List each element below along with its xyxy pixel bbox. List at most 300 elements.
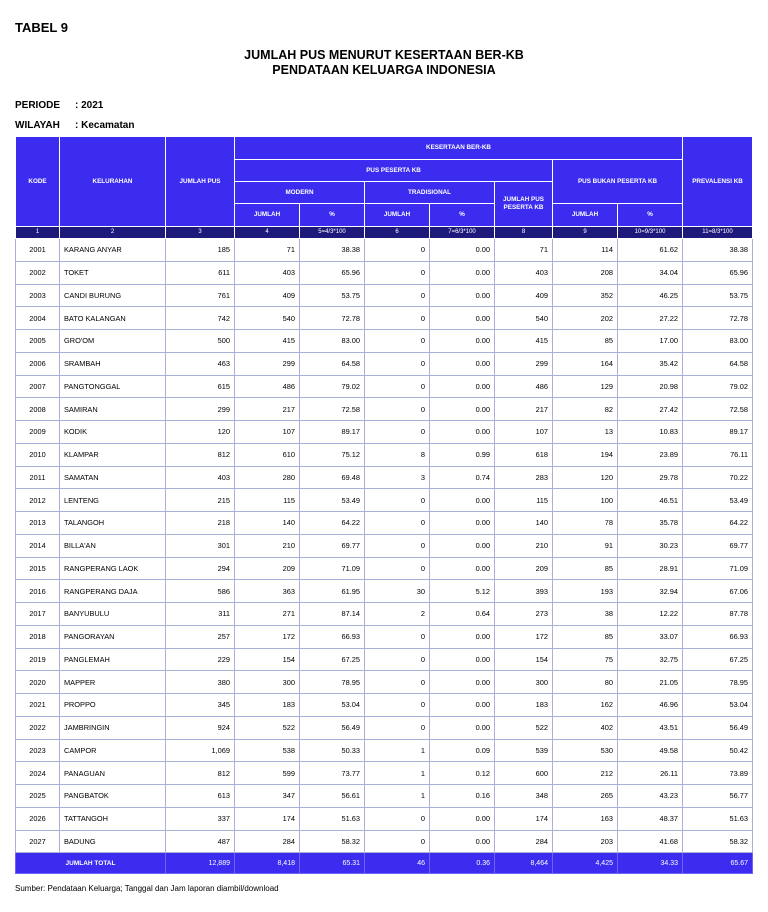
table-cell: 66.93 — [683, 625, 753, 648]
table-cell: 229 — [166, 648, 235, 671]
wilayah-label: WILAYAH — [15, 120, 60, 131]
table-cell: RANGPERANG LAOK — [60, 557, 166, 580]
table-cell: 218 — [166, 512, 235, 535]
table-cell: 34.04 — [618, 261, 683, 284]
header-jumlah-pus-peserta: JUMLAH PUS PESERTA KB — [495, 182, 553, 227]
table-cell: 348 — [495, 785, 553, 808]
table-cell: 0 — [365, 239, 430, 262]
table-row — [16, 375, 753, 398]
table-row — [16, 398, 753, 421]
table-cell: 120 — [553, 466, 618, 489]
table-cell: 91 — [553, 534, 618, 557]
table-cell: 299 — [166, 398, 235, 421]
table-cell: 363 — [235, 580, 300, 603]
table-cell: 67.25 — [683, 648, 753, 671]
total-label: JUMLAH TOTAL — [16, 853, 166, 874]
table-cell: 65.96 — [683, 261, 753, 284]
table-cell: 0 — [365, 716, 430, 739]
table-cell: 210 — [495, 534, 553, 557]
table-cell: 0.00 — [430, 421, 495, 444]
wilayah-line — [15, 120, 134, 131]
table-cell: 0 — [365, 694, 430, 717]
table-cell: 599 — [235, 762, 300, 785]
table-cell: 32.94 — [618, 580, 683, 603]
table-cell: LENTENG — [60, 489, 166, 512]
table-cell: 600 — [495, 762, 553, 785]
table-cell: 0 — [365, 307, 430, 330]
table-row — [16, 762, 753, 785]
table-cell: 217 — [495, 398, 553, 421]
table-cell: 13 — [553, 421, 618, 444]
periode-label: PERIODE — [15, 100, 61, 111]
table-row — [16, 512, 753, 535]
header-pus-peserta: PUS PESERTA KB — [235, 160, 553, 182]
page-title: JUMLAH PUS MENURUT KESERTAAN BER-KB — [244, 48, 524, 62]
table-cell: 2003 — [16, 284, 60, 307]
table-cell: 215 — [166, 489, 235, 512]
table-cell: 273 — [495, 603, 553, 626]
table-cell: 2026 — [16, 807, 60, 830]
column-number: 6 — [365, 227, 430, 239]
table-cell: 257 — [166, 625, 235, 648]
table-cell: 80 — [553, 671, 618, 694]
table-cell: 1 — [365, 785, 430, 808]
header-prevalensi: PREVALENSI KB — [683, 137, 753, 227]
table-row — [16, 489, 753, 512]
table-row — [16, 239, 753, 262]
table-cell: 409 — [235, 284, 300, 307]
table-cell: 72.58 — [683, 398, 753, 421]
table-cell: 82 — [553, 398, 618, 421]
table-cell: 615 — [166, 375, 235, 398]
table-cell: 299 — [495, 352, 553, 375]
table-cell: PANGLEMAH — [60, 648, 166, 671]
table-cell: 56.61 — [300, 785, 365, 808]
column-number: 9 — [553, 227, 618, 239]
header-kode: KODE — [16, 137, 60, 227]
table-cell: 56.49 — [300, 716, 365, 739]
table-cell: 283 — [495, 466, 553, 489]
total-cell: 8,464 — [495, 853, 553, 874]
table-cell: 50.33 — [300, 739, 365, 762]
header-tradisional: TRADISIONAL — [365, 182, 495, 204]
table-cell: 21.05 — [618, 671, 683, 694]
table-cell: 172 — [235, 625, 300, 648]
table-cell: 2019 — [16, 648, 60, 671]
header-modern-persen: % — [300, 204, 365, 227]
header-kesertaan: KESERTAAN BER-KB — [235, 137, 683, 160]
table-cell: 162 — [553, 694, 618, 717]
table-cell: 208 — [553, 261, 618, 284]
table-row — [16, 466, 753, 489]
table-cell: 2008 — [16, 398, 60, 421]
table-cell: 164 — [553, 352, 618, 375]
table-cell: 174 — [235, 807, 300, 830]
table-cell: 380 — [166, 671, 235, 694]
table-cell: 540 — [495, 307, 553, 330]
table-cell: 352 — [553, 284, 618, 307]
table-cell: 2023 — [16, 739, 60, 762]
table-cell: 0 — [365, 330, 430, 353]
table-cell: 79.02 — [683, 375, 753, 398]
table-cell: 58.32 — [683, 830, 753, 853]
table-cell: 0 — [365, 284, 430, 307]
table-cell: 89.17 — [683, 421, 753, 444]
total-cell: 34.33 — [618, 853, 683, 874]
table-cell: 280 — [235, 466, 300, 489]
table-cell: 8 — [365, 443, 430, 466]
header-tradisional-persen: % — [430, 204, 495, 227]
table-cell: 0.00 — [430, 807, 495, 830]
table-cell: 0 — [365, 398, 430, 421]
table-cell: 0.00 — [430, 830, 495, 853]
table-cell: 114 — [553, 239, 618, 262]
table-cell: 265 — [553, 785, 618, 808]
table-cell: 1 — [365, 762, 430, 785]
page-subtitle: PENDATAAN KELUARGA INDONESIA — [272, 63, 496, 77]
table-cell: 522 — [495, 716, 553, 739]
table-cell: 154 — [235, 648, 300, 671]
column-number: 10=9/3*100 — [618, 227, 683, 239]
table-cell: 522 — [235, 716, 300, 739]
table-cell: PANAGUAN — [60, 762, 166, 785]
table-cell: 2006 — [16, 352, 60, 375]
table-cell: 0.00 — [430, 307, 495, 330]
table-cell: 83.00 — [683, 330, 753, 353]
table-cell: 2015 — [16, 557, 60, 580]
table-cell: 64.58 — [300, 352, 365, 375]
table-cell: 73.89 — [683, 762, 753, 785]
table-cell: 0.00 — [430, 239, 495, 262]
table-cell: 0.64 — [430, 603, 495, 626]
table-row — [16, 580, 753, 603]
table-cell: 41.68 — [618, 830, 683, 853]
table-cell: 0.00 — [430, 694, 495, 717]
table-cell: 209 — [235, 557, 300, 580]
table-cell: 85 — [553, 625, 618, 648]
table-cell: BILLA'AN — [60, 534, 166, 557]
column-number: 1 — [16, 227, 60, 239]
header-bukan-jumlah: JUMLAH — [553, 204, 618, 227]
table-cell: 2004 — [16, 307, 60, 330]
table-cell: 2012 — [16, 489, 60, 512]
table-cell: 183 — [495, 694, 553, 717]
table-cell: 2001 — [16, 239, 60, 262]
table-cell: 38.38 — [300, 239, 365, 262]
table-cell: 345 — [166, 694, 235, 717]
table-cell: 487 — [166, 830, 235, 853]
table-cell: 48.37 — [618, 807, 683, 830]
table-cell: BADUNG — [60, 830, 166, 853]
table-row — [16, 421, 753, 444]
table-cell: 71 — [235, 239, 300, 262]
table-cell: 2 — [365, 603, 430, 626]
table-cell: 0 — [365, 648, 430, 671]
header-pus-bukan: PUS BUKAN PESERTA KB — [553, 160, 683, 204]
table-cell: 69.48 — [300, 466, 365, 489]
table-cell: MAPPER — [60, 671, 166, 694]
table-cell: TOKET — [60, 261, 166, 284]
table-cell: 210 — [235, 534, 300, 557]
table-cell: 53.04 — [683, 694, 753, 717]
periode-line — [15, 100, 103, 111]
table-cell: 29.78 — [618, 466, 683, 489]
table-cell: 0.00 — [430, 261, 495, 284]
table-cell: 203 — [553, 830, 618, 853]
table-cell: 500 — [166, 330, 235, 353]
table-cell: 69.77 — [300, 534, 365, 557]
table-cell: 402 — [553, 716, 618, 739]
table-cell: 0.00 — [430, 557, 495, 580]
table-cell: 409 — [495, 284, 553, 307]
table-cell: 212 — [553, 762, 618, 785]
table-row — [16, 807, 753, 830]
table-cell: 49.58 — [618, 739, 683, 762]
table-cell: 32.75 — [618, 648, 683, 671]
periode-value: : 2021 — [75, 100, 104, 111]
table-cell: 0 — [365, 671, 430, 694]
table-cell: 46.51 — [618, 489, 683, 512]
table-cell: 194 — [553, 443, 618, 466]
table-cell: 83.00 — [300, 330, 365, 353]
total-cell: 65.67 — [683, 853, 753, 874]
table-cell: 0.09 — [430, 739, 495, 762]
table-cell: 30 — [365, 580, 430, 603]
table-cell: KARANG ANYAR — [60, 239, 166, 262]
table-cell: 43.23 — [618, 785, 683, 808]
table-cell: 115 — [495, 489, 553, 512]
table-cell: 403 — [235, 261, 300, 284]
wilayah-value: : Kecamatan — [75, 120, 135, 131]
table-cell: 0.00 — [430, 489, 495, 512]
table-cell: 0 — [365, 830, 430, 853]
table-cell: KLAMPAR — [60, 443, 166, 466]
table-cell: 20.98 — [618, 375, 683, 398]
table-cell: 0 — [365, 807, 430, 830]
table-cell: 58.32 — [300, 830, 365, 853]
table-cell: 51.63 — [300, 807, 365, 830]
table-cell: 337 — [166, 807, 235, 830]
table-cell: BATO KALANGAN — [60, 307, 166, 330]
column-number: 5=4/3*100 — [300, 227, 365, 239]
table-cell: 67.25 — [300, 648, 365, 671]
table-cell: 0.00 — [430, 375, 495, 398]
table-cell: 486 — [495, 375, 553, 398]
table-cell: 2014 — [16, 534, 60, 557]
table-cell: 35.42 — [618, 352, 683, 375]
table-cell: 761 — [166, 284, 235, 307]
table-cell: 51.63 — [683, 807, 753, 830]
table-cell: 46.25 — [618, 284, 683, 307]
table-cell: 140 — [235, 512, 300, 535]
table-cell: 613 — [166, 785, 235, 808]
table-cell: 64.22 — [683, 512, 753, 535]
table-cell: 72.78 — [300, 307, 365, 330]
table-row — [16, 284, 753, 307]
table-cell: 172 — [495, 625, 553, 648]
table-cell: 163 — [553, 807, 618, 830]
table-cell: GRO'OM — [60, 330, 166, 353]
table-cell: 107 — [495, 421, 553, 444]
table-cell: 0 — [365, 557, 430, 580]
table-cell: 586 — [166, 580, 235, 603]
table-cell: 0 — [365, 512, 430, 535]
table-row — [16, 739, 753, 762]
table-cell: 115 — [235, 489, 300, 512]
table-cell: 61.95 — [300, 580, 365, 603]
table-cell: 174 — [495, 807, 553, 830]
table-cell: 66.93 — [300, 625, 365, 648]
table-cell: 0.74 — [430, 466, 495, 489]
table-cell: 311 — [166, 603, 235, 626]
pus-table — [15, 136, 753, 874]
table-cell: SAMATAN — [60, 466, 166, 489]
table-cell: 0.00 — [430, 671, 495, 694]
table-cell: 0.00 — [430, 625, 495, 648]
header-modern: MODERN — [235, 182, 365, 204]
table-cell: 540 — [235, 307, 300, 330]
table-row — [16, 716, 753, 739]
header-modern-jumlah: JUMLAH — [235, 204, 300, 227]
table-row — [16, 352, 753, 375]
table-cell: 53.75 — [683, 284, 753, 307]
table-cell: 299 — [235, 352, 300, 375]
table-cell: 76.11 — [683, 443, 753, 466]
table-row — [16, 785, 753, 808]
table-cell: 73.77 — [300, 762, 365, 785]
table-cell: 0.00 — [430, 648, 495, 671]
table-row — [16, 694, 753, 717]
table-cell: 12.22 — [618, 603, 683, 626]
table-cell: 618 — [495, 443, 553, 466]
table-cell: 530 — [553, 739, 618, 762]
table-cell: 38.38 — [683, 239, 753, 262]
table-cell: 140 — [495, 512, 553, 535]
table-cell: 10.83 — [618, 421, 683, 444]
table-cell: 0 — [365, 352, 430, 375]
table-cell: 0.00 — [430, 512, 495, 535]
table-row — [16, 671, 753, 694]
table-cell: 0.00 — [430, 284, 495, 307]
table-cell: 72.78 — [683, 307, 753, 330]
table-row — [16, 307, 753, 330]
table-cell: 38 — [553, 603, 618, 626]
table-cell: 53.49 — [683, 489, 753, 512]
table-cell: 0 — [365, 489, 430, 512]
table-cell: 65.96 — [300, 261, 365, 284]
table-cell: PANGORAYAN — [60, 625, 166, 648]
header-bukan-persen: % — [618, 204, 683, 227]
table-cell: 183 — [235, 694, 300, 717]
table-cell: 415 — [495, 330, 553, 353]
table-cell: 120 — [166, 421, 235, 444]
table-cell: 2027 — [16, 830, 60, 853]
table-cell: 300 — [235, 671, 300, 694]
table-cell: RANGPERANG DAJA — [60, 580, 166, 603]
table-cell: 300 — [495, 671, 553, 694]
table-cell: 486 — [235, 375, 300, 398]
table-cell: 0.00 — [430, 716, 495, 739]
table-cell: 610 — [235, 443, 300, 466]
table-cell: PANGTONGGAL — [60, 375, 166, 398]
total-cell: 12,889 — [166, 853, 235, 874]
table-cell: 61.62 — [618, 239, 683, 262]
table-cell: 27.42 — [618, 398, 683, 421]
table-cell: 0.00 — [430, 352, 495, 375]
table-row — [16, 557, 753, 580]
table-cell: 87.78 — [683, 603, 753, 626]
column-number: 4 — [235, 227, 300, 239]
table-cell: 2010 — [16, 443, 60, 466]
table-cell: 85 — [553, 557, 618, 580]
column-number: 11=8/3*100 — [683, 227, 753, 239]
table-row — [16, 261, 753, 284]
table-cell: 0 — [365, 261, 430, 284]
column-number-row — [16, 227, 753, 239]
table-cell: 78.95 — [683, 671, 753, 694]
table-cell: 28.91 — [618, 557, 683, 580]
table-cell: SRAMBAH — [60, 352, 166, 375]
table-cell: BANYUBULU — [60, 603, 166, 626]
table-cell: 107 — [235, 421, 300, 444]
table-cell: 393 — [495, 580, 553, 603]
table-row — [16, 330, 753, 353]
table-cell: 294 — [166, 557, 235, 580]
table-cell: 0 — [365, 375, 430, 398]
table-cell: 78 — [553, 512, 618, 535]
table-cell: 2013 — [16, 512, 60, 535]
table-cell: 1 — [365, 739, 430, 762]
table-cell: 3 — [365, 466, 430, 489]
total-cell: 0.36 — [430, 853, 495, 874]
table-cell: JAMBRINGIN — [60, 716, 166, 739]
table-cell: 463 — [166, 352, 235, 375]
table-cell: 53.49 — [300, 489, 365, 512]
total-row — [16, 853, 753, 874]
column-number: 8 — [495, 227, 553, 239]
table-cell: 50.42 — [683, 739, 753, 762]
table-cell: 27.22 — [618, 307, 683, 330]
table-cell: 2022 — [16, 716, 60, 739]
table-cell: 2002 — [16, 261, 60, 284]
table-cell: 2018 — [16, 625, 60, 648]
table-cell: 17.00 — [618, 330, 683, 353]
table-cell: 0.00 — [430, 330, 495, 353]
table-cell: 154 — [495, 648, 553, 671]
table-body — [16, 239, 753, 853]
table-cell: 2021 — [16, 694, 60, 717]
table-cell: 70.22 — [683, 466, 753, 489]
table-cell: 0 — [365, 534, 430, 557]
source-note: Sumber: Pendataan Keluarga; Tanggal dan Jam laporan diambil/download — [15, 884, 279, 893]
table-cell: PROPPO — [60, 694, 166, 717]
table-cell: CAMPOR — [60, 739, 166, 762]
total-cell: 46 — [365, 853, 430, 874]
table-cell: 56.49 — [683, 716, 753, 739]
table-cell: 538 — [235, 739, 300, 762]
table-cell: 67.06 — [683, 580, 753, 603]
table-cell: KODIK — [60, 421, 166, 444]
table-cell: 415 — [235, 330, 300, 353]
table-cell: PANGBATOK — [60, 785, 166, 808]
table-cell: 23.89 — [618, 443, 683, 466]
table-cell: 64.22 — [300, 512, 365, 535]
table-cell: 193 — [553, 580, 618, 603]
table-row — [16, 534, 753, 557]
table-cell: 56.77 — [683, 785, 753, 808]
table-cell: 78.95 — [300, 671, 365, 694]
table-cell: 53.75 — [300, 284, 365, 307]
